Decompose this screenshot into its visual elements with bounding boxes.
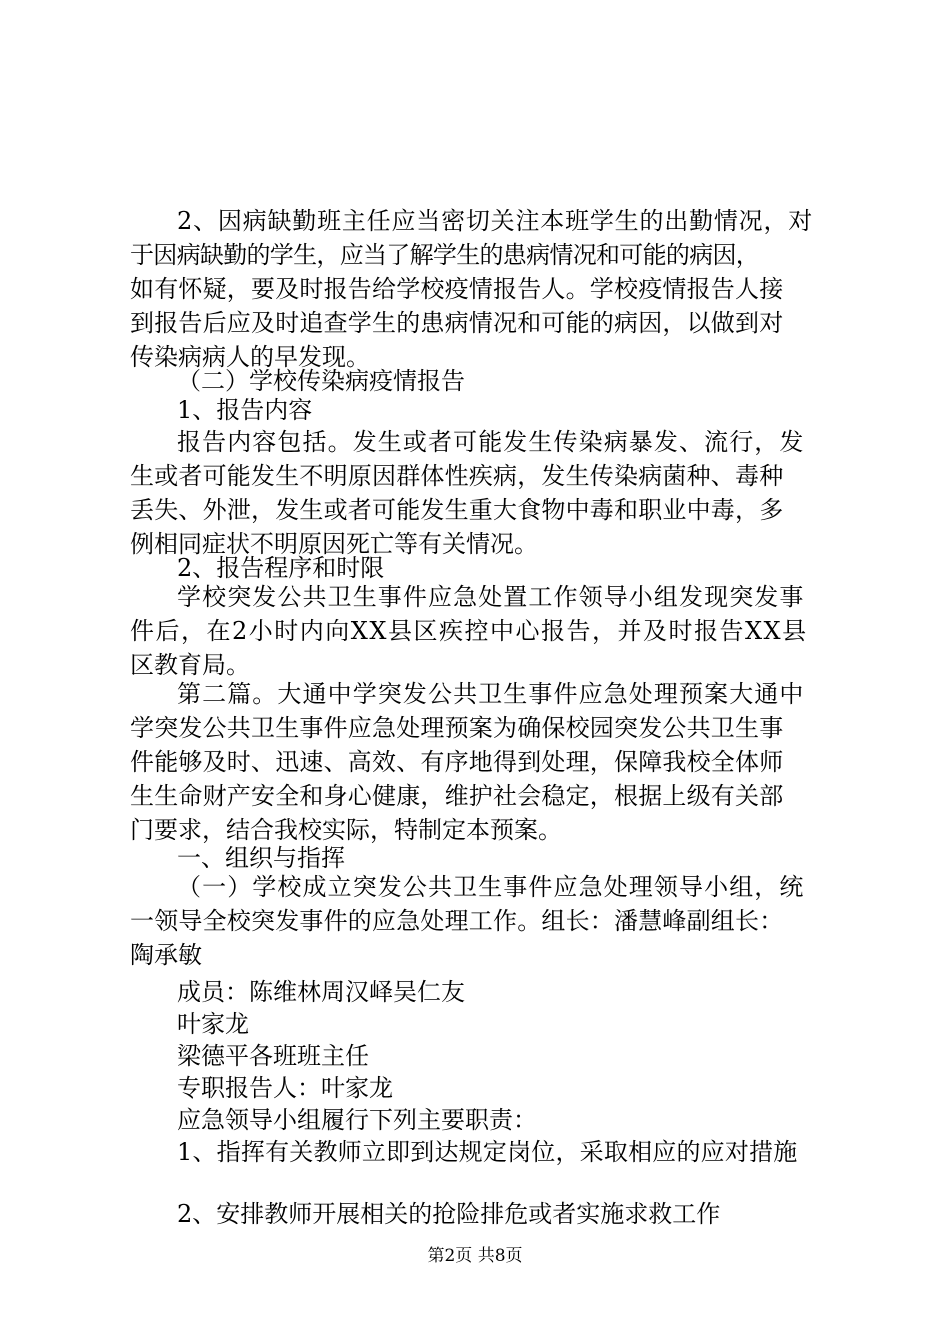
paragraph-line: 报告内容包括。发生或者可能发生传染病暴发、流行，发 — [177, 428, 805, 456]
paragraph-line: 如有怀疑，要及时报告给学校疫情报告人。学校疫情报告人接 — [130, 275, 784, 303]
paragraph-line: 学校突发公共卫生事件应急处置工作领导小组发现突发事 — [177, 583, 805, 611]
subsection-heading: 1、报告内容 — [177, 396, 313, 424]
paragraph-line: 2、因病缺勤班主任应当密切关注本班学生的出勤情况，对 — [177, 207, 814, 235]
paragraph-line: 生生命财产安全和身心健康，维护社会稳定，根据上级有关部 — [130, 782, 784, 810]
section-heading: （二）学校传染病疫情报告 — [177, 367, 465, 395]
paragraph-line: 学突发公共卫生事件应急处理预案为确保校园突发公共卫生事 — [130, 714, 784, 742]
page-footer: 第2页 共8页 — [427, 1246, 523, 1266]
paragraph-line: 2、安排教师开展相关的抢险排危或者实施求救工作 — [177, 1200, 721, 1228]
paragraph-line: 区教育局。 — [130, 651, 250, 679]
paragraph-line: 到报告后应及时追查学生的患病情况和可能的病因，以做到对 — [130, 309, 784, 337]
paragraph-line: 成员：陈维林周汉峄吴仁友 — [177, 978, 465, 1006]
paragraph-line: 陶承敏 — [130, 941, 202, 969]
paragraph-line: 丢失、外泄，发生或者可能发生重大食物中毒和职业中毒，多 — [130, 496, 784, 524]
section-heading: 一、组织与指挥 — [177, 844, 345, 872]
paragraph-line: 例相同症状不明原因死亡等有关情况。 — [130, 530, 538, 558]
paragraph-line: 于因病缺勤的学生，应当了解学生的患病情况和可能的病因， — [130, 241, 760, 269]
subsection-heading: 2、报告程序和时限 — [177, 554, 385, 582]
paragraph-line: （一）学校成立突发公共卫生事件应急处理领导小组，统 — [177, 873, 805, 901]
paragraph-line: 传染病病人的早发现。 — [130, 343, 370, 371]
paragraph-line: 叶家龙 — [177, 1010, 249, 1038]
paragraph-line: 第二篇。大通中学突发公共卫生事件应急处理预案大通中 — [177, 680, 805, 708]
paragraph-line: 件能够及时、迅速、高效、有序地得到处理，保障我校全体师 — [130, 748, 784, 776]
paragraph-line: 生或者可能发生不明原因群体性疾病，发生传染病菌种、毒种 — [130, 462, 784, 490]
paragraph-line: 件后，在2小时内向XX县区疾控中心报告，并及时报告XX县 — [130, 617, 808, 645]
paragraph-line: 1、指挥有关教师立即到达规定岗位，采取相应的应对措施 — [177, 1138, 798, 1166]
paragraph-line: 一领导全校突发事件的应急处理工作。组长：潘慧峰副组长： — [130, 907, 784, 935]
paragraph-line: 专职报告人：叶家龙 — [177, 1074, 393, 1102]
paragraph-line: 梁德平各班班主任 — [177, 1042, 369, 1070]
paragraph-line: 门要求，结合我校实际，特制定本预案。 — [130, 816, 562, 844]
paragraph-line: 应急领导小组履行下列主要职责： — [177, 1106, 537, 1134]
